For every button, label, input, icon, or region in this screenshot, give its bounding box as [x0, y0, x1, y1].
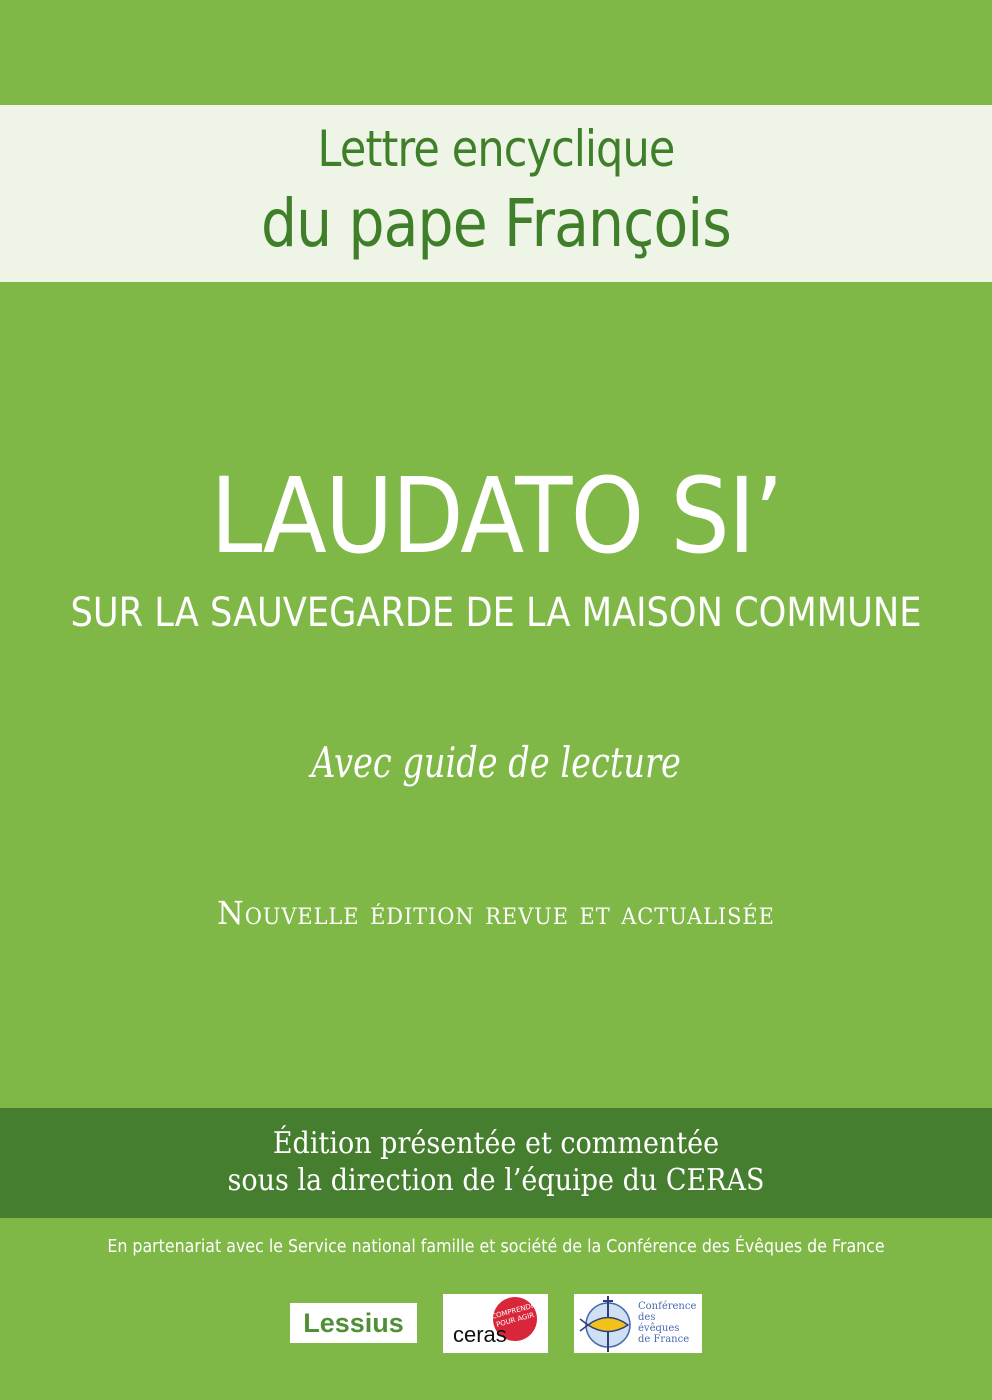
ceras-logo	[443, 1294, 548, 1353]
edition-note: Nouvelle édition revue et actualisée	[217, 894, 775, 932]
header-line-2: du pape François	[261, 185, 731, 262]
partnership-note: En partenariat avec le Service national famille et société de la Conférence des Évêques de France	[107, 1236, 885, 1257]
reading-guide-note: Avec guide de lecture	[311, 738, 681, 787]
ceras-name: ceras	[453, 1322, 507, 1347]
presented-line-1: Édition présentée et commentée	[272, 1126, 720, 1161]
cef-logo	[574, 1294, 702, 1353]
book-title: LAUDATO SI’	[210, 455, 782, 577]
lessius-logo: Lessius	[290, 1303, 417, 1343]
fish-cross-icon	[574, 1294, 634, 1353]
presented-line-2: sous la direction de l’équipe du CERAS	[227, 1163, 765, 1198]
header-line-1: Lettre encyclique	[317, 120, 675, 178]
cef-name: Conférence des évêques de France	[638, 1301, 697, 1345]
book-subtitle: SUR LA SAUVEGARDE DE LA MAISON COMMUNE	[70, 590, 922, 636]
ceras-tagline: COMPRENDRE POUR AGIR	[488, 1294, 542, 1346]
